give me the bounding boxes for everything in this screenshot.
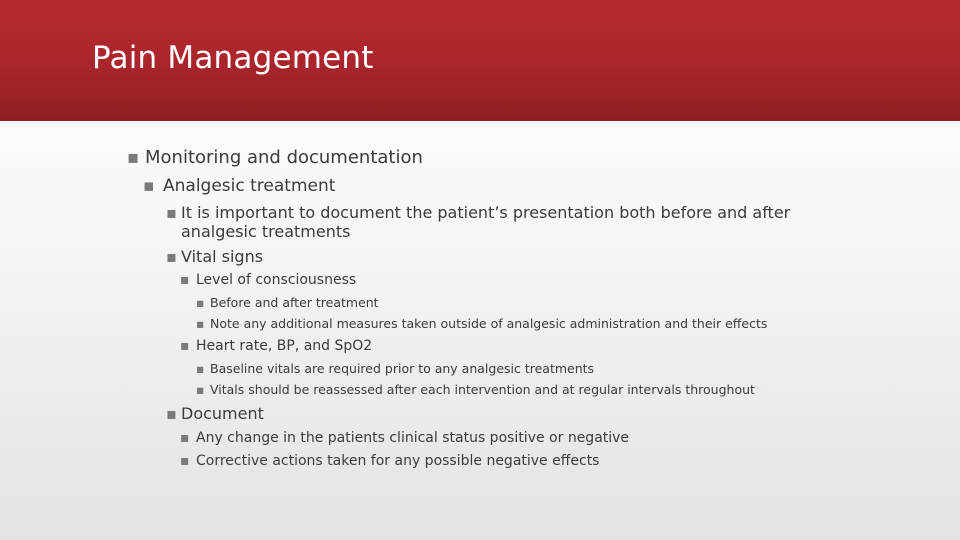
bullet-level5-item	[196, 295, 379, 310]
bullet-marker-icon: ▪	[166, 203, 177, 222]
bullet-level3-item	[166, 203, 846, 241]
bullet-level4-item	[180, 272, 356, 288]
bullet-level2-item	[143, 176, 335, 196]
bullet-level4-item	[180, 430, 629, 446]
bullet-text: Document	[181, 404, 264, 423]
bullet-marker-icon: ▪	[143, 176, 155, 196]
bullet-text: Level of consciousness	[196, 272, 357, 288]
bullet-level3-item	[166, 404, 264, 423]
bullet-marker-icon: ▪	[196, 382, 205, 397]
bullet-text: Monitoring and documentation	[145, 147, 423, 168]
bullet-text: Any change in the patients clinical status positive or negative	[196, 430, 630, 446]
bullet-text: Before and after treatment	[210, 295, 379, 310]
bullet-level5-item	[196, 382, 755, 397]
bullet-marker-icon: ▪	[180, 453, 190, 469]
bullet-text: Note any additional measures taken outside of analgesic administration and their effects	[210, 316, 768, 331]
bullet-marker-icon: ▪	[166, 404, 177, 423]
bullet-text: Analgesic treatment	[163, 176, 336, 196]
bullet-marker-icon: ▪	[196, 361, 205, 376]
bullet-level4-item	[180, 453, 599, 469]
bullet-text: It is important to document the patient’s presentation both before and after analgesic treatments	[181, 203, 791, 241]
bullet-level5-item	[196, 361, 594, 376]
bullet-level3-item	[166, 247, 263, 266]
bullet-marker-icon: ▪	[180, 338, 190, 354]
bullet-level1-item	[127, 147, 423, 168]
bullet-marker-icon: ▪	[196, 295, 205, 310]
bullet-text: Vitals should be reassessed after each intervention and at regular intervals throughout	[210, 382, 755, 397]
bullet-text: Heart rate, BP, and SpO2	[196, 338, 373, 354]
slide-title: Pain Management	[92, 40, 374, 76]
bullet-text: Corrective actions taken for any possible negative effects	[196, 453, 600, 469]
bullet-marker-icon: ▪	[166, 247, 177, 266]
bullet-marker-icon: ▪	[180, 430, 190, 446]
bullet-marker-icon: ▪	[180, 272, 190, 288]
bullet-marker-icon: ▪	[127, 147, 140, 168]
bullet-text: Vital signs	[181, 247, 264, 266]
bullet-level5-item	[196, 316, 767, 331]
bullet-level4-item	[180, 338, 372, 354]
bullet-text: Baseline vitals are required prior to any analgesic treatments	[210, 361, 595, 376]
bullet-marker-icon: ▪	[196, 316, 205, 331]
title-bar	[0, 0, 960, 121]
